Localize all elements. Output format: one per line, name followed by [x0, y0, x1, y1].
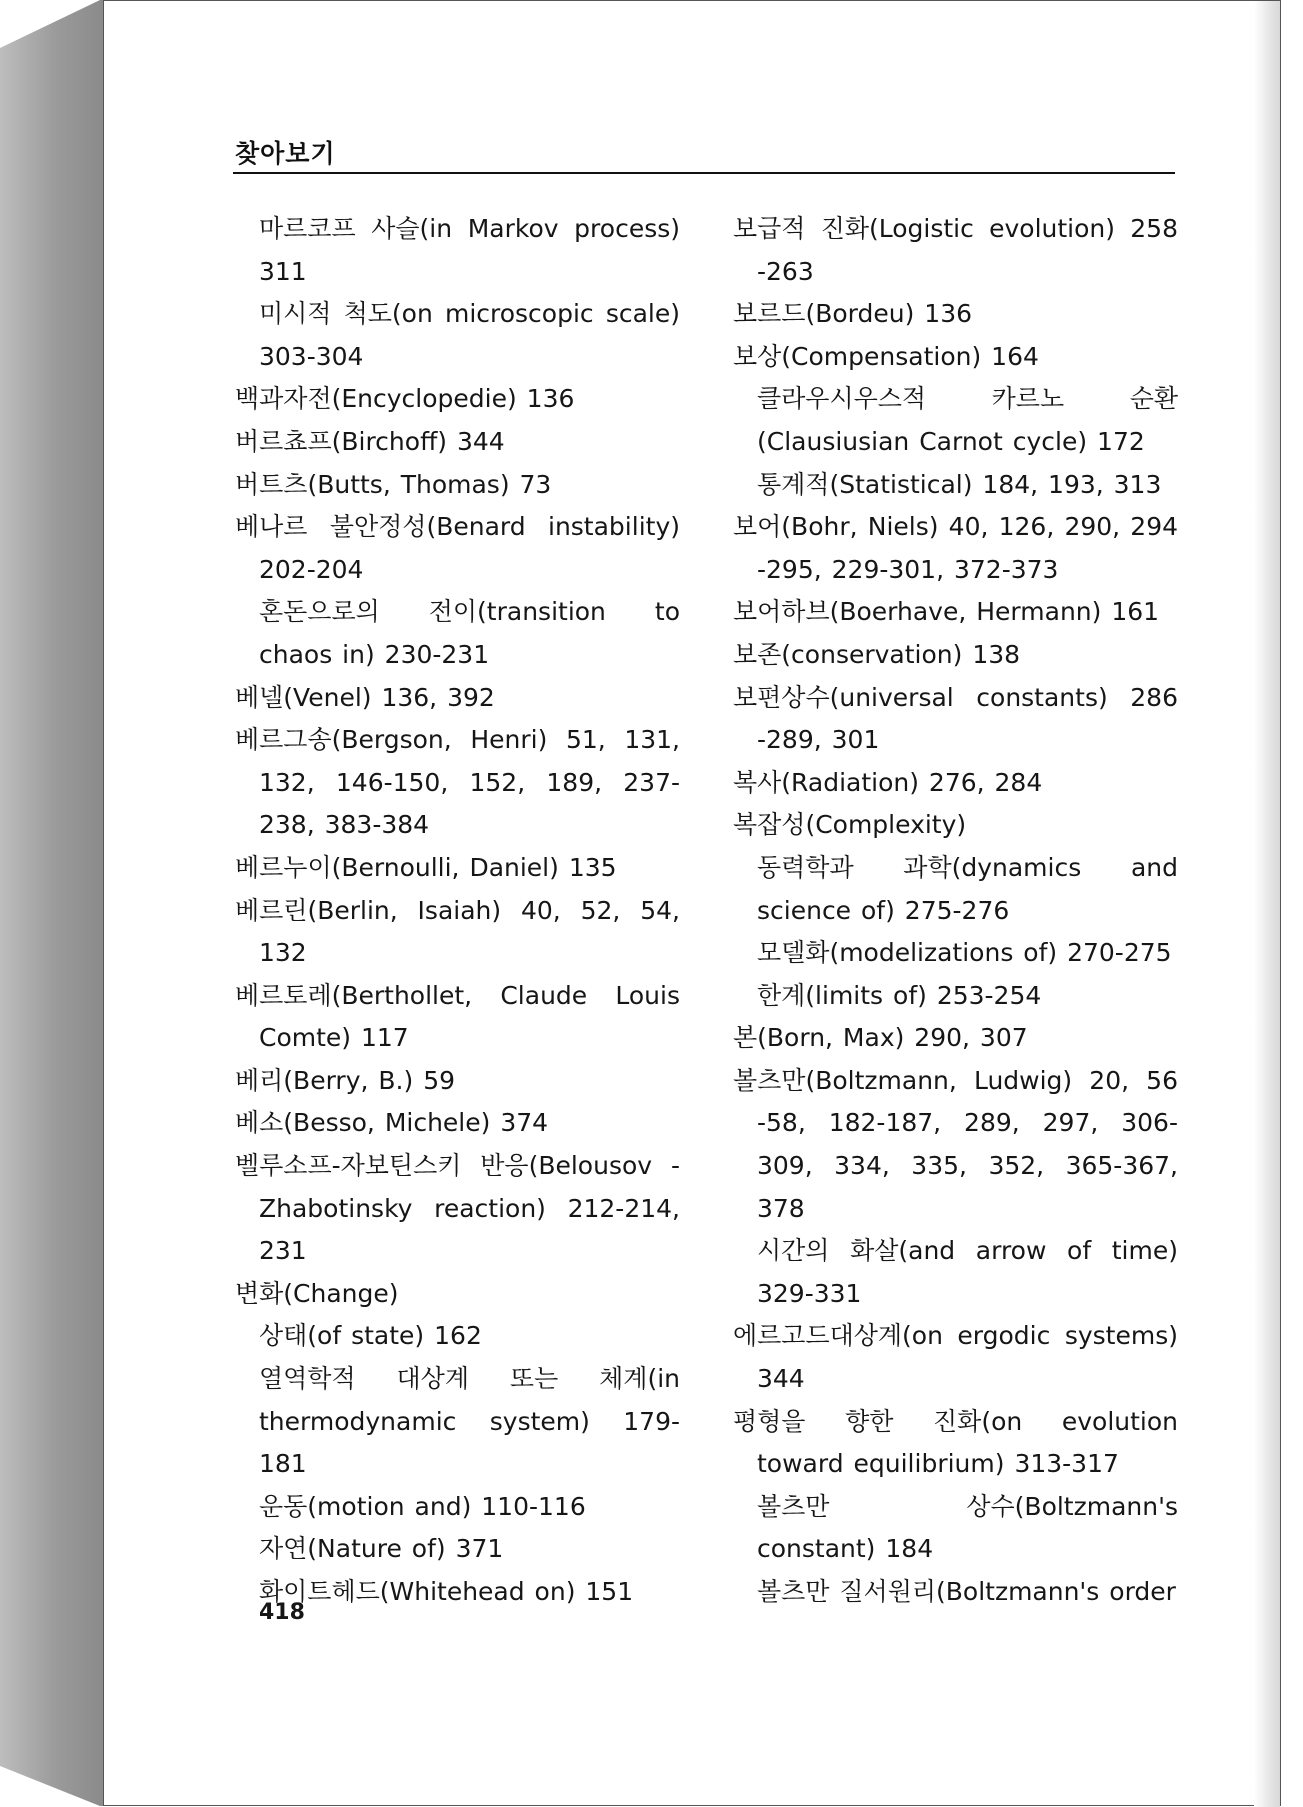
index-entry: 보르드(Bordeu) 136	[733, 299, 973, 329]
index-entry: 자연(Nature of) 371	[259, 1534, 504, 1564]
index-entry: 화이트헤드(Whitehead on) 151	[259, 1577, 634, 1606]
index-entry: 혼돈으로의 전이(transition to chaos in) 230-231	[259, 597, 680, 669]
index-entry: 통계적(Statistical) 184, 193, 313	[757, 469, 1162, 499]
index-entry: 보존(conservation) 138	[733, 639, 1021, 669]
index-entry: 미시적 척도(on microscopic scale) 303-304	[259, 299, 680, 371]
index-entry: 보어하브(Boerhave, Hermann) 161	[733, 597, 1160, 627]
index-entry: 보편상수(universal constants) 286 -289, 301	[733, 682, 1178, 755]
index-entry: 한계(limits of) 253-254	[757, 980, 1042, 1010]
index-entry: 버르쵸프(Birchoff) 344	[235, 426, 505, 456]
index-entry: 본(Born, Max) 290, 307	[733, 1023, 1028, 1053]
page-edge-shadow	[1254, 1, 1280, 1807]
index-entry: 보상(Compensation) 164	[733, 341, 1039, 371]
index-column-right	[733, 208, 1178, 1614]
index-entry: 버트츠(Butts, Thomas) 73	[235, 469, 552, 499]
index-entry: 베르토레(Berthollet, Claude Louis Comte) 117	[235, 980, 680, 1053]
index-entry: 베르누이(Bernoulli, Daniel) 135	[235, 852, 617, 882]
index-entry: 모델화(modelizations of) 270-275	[757, 938, 1172, 968]
index-entry: 볼츠만 질서원리(Boltzmann's order	[757, 1577, 1176, 1606]
index-entry: 베넬(Venel) 136, 392	[235, 682, 495, 712]
index-entry: 마르코프 사슬(in Markov process) 311	[259, 214, 680, 286]
index-entry: 베르그송(Bergson, Henri) 51, 131, 132, 146-150, 152, 189, 237-238, 383-384	[235, 725, 680, 840]
index-entry: 보어(Bohr, Niels) 40, 126, 290, 294 -295, 229-301, 372-373	[733, 512, 1178, 584]
index-entry: 베소(Besso, Michele) 374	[235, 1108, 549, 1138]
index-entry: 에르고드대상계(on ergodic systems) 344	[733, 1321, 1178, 1394]
index-entry: 베르린(Berlin, Isaiah) 40, 52, 54, 132	[235, 895, 680, 968]
index-entry: 동력학과 과학(dynamics and science of) 275-276	[757, 852, 1178, 925]
index-entry: 시간의 화살(and arrow of time) 329-331	[757, 1236, 1178, 1308]
index-entry: 베리(Berry, B.) 59	[235, 1065, 456, 1095]
book-spine	[0, 0, 105, 1806]
page-number: 418	[259, 1600, 305, 1625]
index-entry: 상태(of state) 162	[259, 1321, 482, 1351]
index-entry: 볼츠만(Boltzmann, Ludwig) 20, 56 -58, 182-187, 289, 297, 306-309, 334, 335, 352, 365-367, 378	[733, 1065, 1178, 1223]
index-entry: 복사(Radiation) 276, 284	[733, 767, 1043, 797]
index-entry: 열역학적 대상계 또는 체계(in thermodynamic system) 179-181	[259, 1364, 680, 1479]
index-entry: 평형을 향한 진화(on evolution toward equilibrium) 313-317	[733, 1406, 1178, 1479]
index-entry: 클라우시우스적 카르노 순환(Clausiusian Carnot cycle) 172	[757, 384, 1178, 456]
page-header: 찾아보기	[235, 139, 336, 168]
index-entry: 운동(motion and) 110-116	[259, 1491, 586, 1521]
index-entry: 변화(Change)	[235, 1278, 399, 1308]
index-entry: 보급적 진화(Logistic evolution) 258 -263	[733, 214, 1178, 286]
index-entry: 베나르 불안정성(Benard instability) 202-204	[235, 512, 680, 584]
index-entry: 벨루소프-자보틴스키 반응(Belousov -Zhabotinsky reaction) 212-214, 231	[235, 1151, 680, 1266]
index-entry: 백과자전(Encyclopedie) 136	[235, 384, 575, 414]
index-entry: 복잡성(Complexity)	[733, 810, 967, 840]
index-entry: 볼츠만 상수(Boltzmann's constant) 184	[757, 1491, 1178, 1564]
header-rule	[233, 172, 1175, 174]
index-column-left	[235, 208, 680, 1614]
